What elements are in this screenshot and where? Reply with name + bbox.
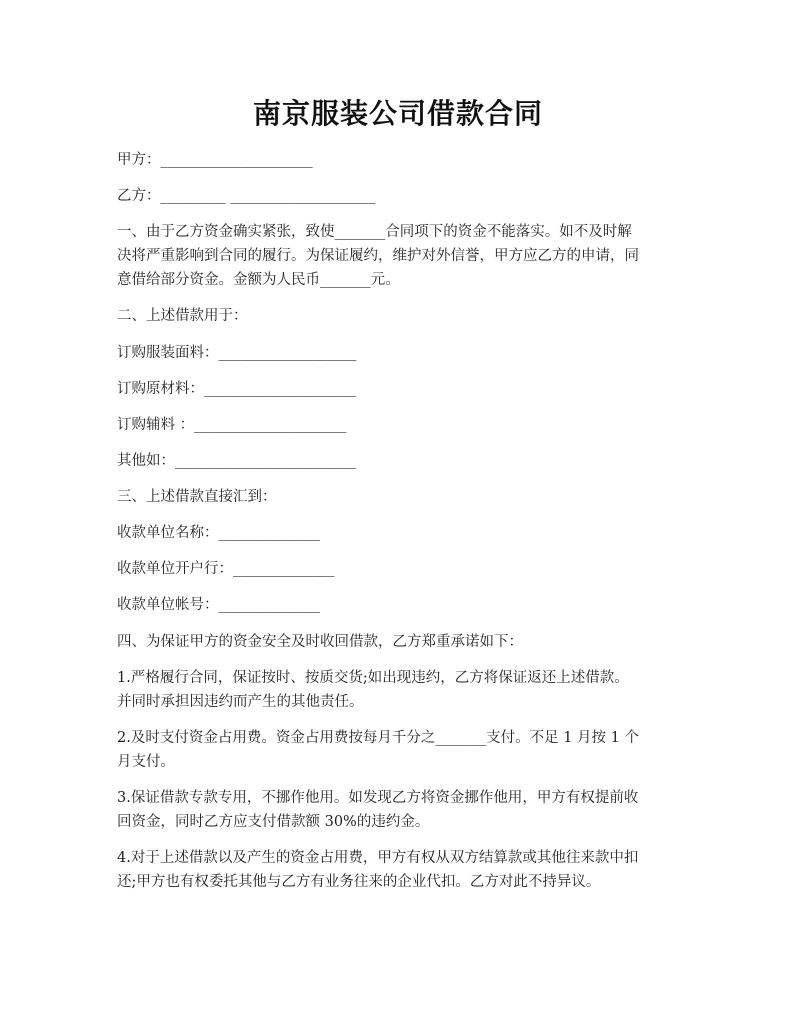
use-fabric-line: 订购服装面料：___________________ bbox=[117, 345, 357, 361]
commitment-item-3 bbox=[117, 786, 679, 834]
commitment-item-4 bbox=[117, 846, 679, 894]
commitment-item-4-line-2: 还;甲方也有权委托其他与乙方有业务往来的企业代扣。乙方对此不持异议。 bbox=[117, 874, 601, 890]
party-b-line: 乙方：_________ ____________________ bbox=[117, 188, 376, 204]
commitment-item-2 bbox=[117, 726, 679, 774]
commitment-item-4-line-1: 4.对于上述借款以及产生的资金占用费，甲方有权从双方结算款或其他往来款中扣 bbox=[117, 850, 639, 866]
commitment-item-1-line-2: 并同时承担因违约而产生的其他责任。 bbox=[117, 694, 364, 710]
commitment-item-2-line-2: 月支付。 bbox=[117, 754, 175, 770]
commitment-item-3-line-1: 3.保证借款专款专用，不挪作他用。如发现乙方将资金挪作他用，甲方有权提前收 bbox=[117, 790, 639, 806]
clause-1-line-1: 一、由于乙方资金确实紧张，致使_______合同项下的资金不能落实。如不及时解 bbox=[117, 224, 632, 240]
commitment-item-3-line-2: 回资金，同时乙方应支付借款额 30%的违约金。 bbox=[117, 814, 430, 830]
payee-name-line: 收款单位名称：______________ bbox=[117, 525, 320, 541]
document-title: 南京服装公司借款合同 bbox=[252, 97, 543, 130]
clause-1-line-3: 意借给部分资金。金额为人民币_______元。 bbox=[117, 272, 400, 288]
payee-bank-line: 收款单位开户行：______________ bbox=[117, 561, 335, 577]
party-a-line: 甲方：_____________________ bbox=[117, 152, 313, 168]
clause-4-heading: 四、为保证甲方的资金安全及时收回借款，乙方郑重承诺如下： bbox=[117, 634, 523, 650]
use-other-line: 其他如：_________________________ bbox=[117, 453, 357, 469]
clause-3-heading: 三、上述借款直接汇到： bbox=[117, 489, 277, 505]
clause-1 bbox=[117, 220, 679, 292]
use-auxiliary-line: 订购辅料 ：_____________________ bbox=[117, 417, 347, 433]
use-raw-material-line: 订购原材料：_____________________ bbox=[117, 381, 357, 397]
clause-2-heading: 二、上述借款用于： bbox=[117, 308, 248, 324]
clause-1-line-2: 决将严重影响到合同的履行。为保证履约，维护对外信誉，甲方应乙方的申请，同 bbox=[117, 248, 639, 264]
commitment-item-2-line-1: 2.及时支付资金占用费。资金占用费按每月千分之_______支付。不足 1 月按 1 个 bbox=[117, 730, 639, 746]
commitment-item-1-line-1: 1.严格履行合同，保证按时、按质交货;如出现违约，乙方将保证返还上述借款。 bbox=[117, 670, 629, 686]
commitment-item-1 bbox=[117, 666, 679, 714]
payee-account-line: 收款单位帐号：______________ bbox=[117, 597, 320, 613]
